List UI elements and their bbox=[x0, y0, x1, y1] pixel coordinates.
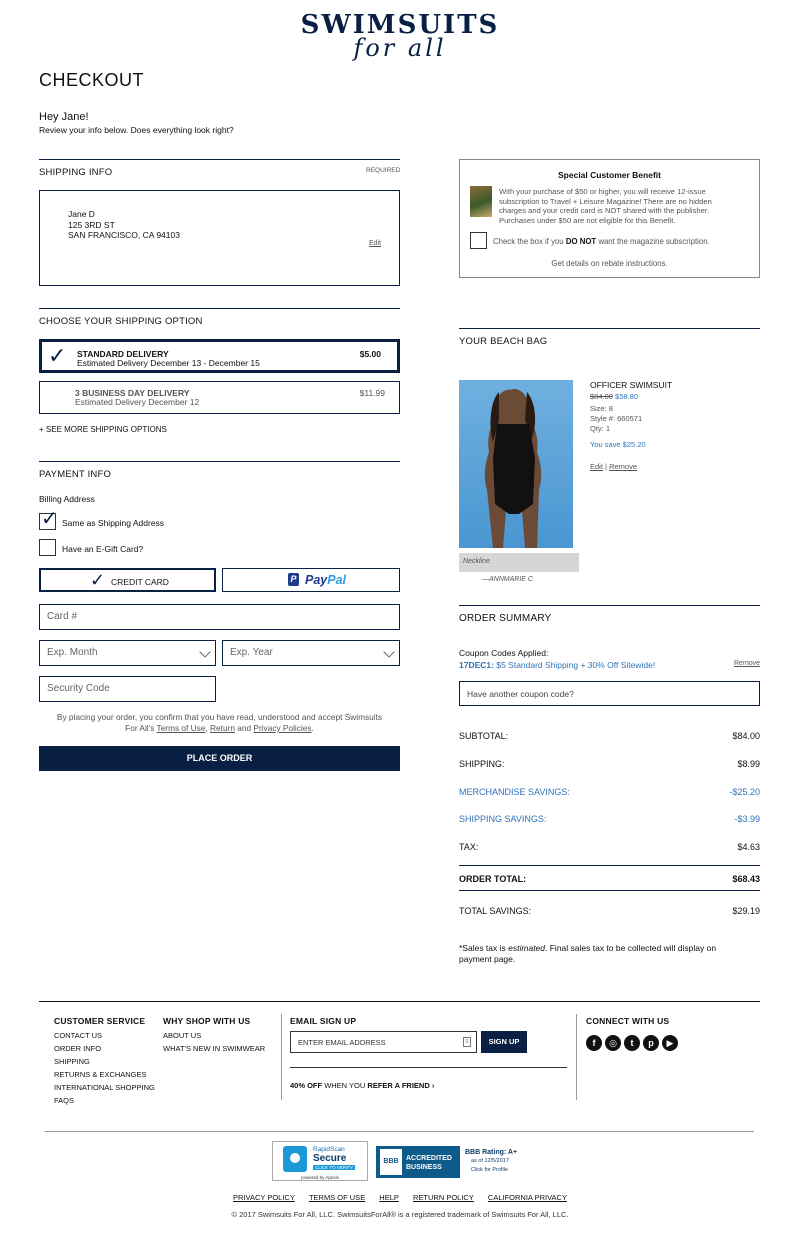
shipping-option-estimate: Estimated Delivery December 12 bbox=[75, 397, 200, 407]
credit-card-tab[interactable] bbox=[39, 568, 216, 592]
shipping-option-price: $5.00 bbox=[359, 349, 381, 359]
special-benefit-box bbox=[459, 159, 760, 278]
shipping-option-estimate: Estimated Delivery December 13 - December 15 bbox=[77, 358, 260, 368]
benefit-text-2: subscription to Travel + Leisure Magazine! There are no hidden bbox=[499, 196, 712, 206]
return-link[interactable]: Return bbox=[210, 723, 235, 733]
sign-up-button[interactable]: SIGN UP bbox=[481, 1031, 527, 1053]
order-info-link[interactable]: ORDER INFO bbox=[54, 1044, 102, 1053]
email-signup-column bbox=[290, 1016, 356, 1026]
total-savings-value: $29.19 bbox=[732, 906, 760, 916]
address-street: 125 3RD ST bbox=[68, 219, 115, 230]
order-total-label: ORDER TOTAL: bbox=[459, 874, 527, 884]
edit-address-link[interactable]: Edit bbox=[369, 240, 382, 247]
email-divider bbox=[290, 1067, 567, 1068]
legal-and: and bbox=[237, 723, 252, 733]
total-savings-label: TOTAL SAVINGS: bbox=[459, 906, 532, 916]
divider bbox=[39, 159, 400, 160]
shipping-savings-row bbox=[459, 814, 760, 824]
rapidscan-powered: powered by Apexis bbox=[301, 1175, 339, 1180]
address-city: SAN FRANCISCO, CA 94103 bbox=[68, 230, 180, 240]
email-signup-title: EMAIL SIGN UP bbox=[290, 1016, 357, 1026]
tax-note-c: . Final sales tax to be collected will display on bbox=[545, 943, 717, 953]
bbb-date: as of 12/5/2017 bbox=[471, 1158, 509, 1164]
legal-text bbox=[39, 712, 400, 734]
benefit-title: Special Customer Benefit bbox=[558, 170, 661, 180]
california-privacy-link[interactable]: CALIFORNIA PRIVACY bbox=[487, 1193, 567, 1202]
greeting: Hey Jane! bbox=[39, 111, 89, 123]
shipping-savings-value: -$3.99 bbox=[734, 814, 760, 824]
credit-card-label: CREDIT CARD bbox=[111, 577, 169, 587]
product-size: Size: 8 bbox=[590, 404, 613, 413]
see-more-shipping-link[interactable]: + SEE MORE SHIPPING OPTIONS bbox=[39, 425, 167, 434]
chevron-down-icon bbox=[199, 646, 210, 657]
terms-of-use-link[interactable]: Terms of Use bbox=[156, 723, 206, 733]
original-price: $84.00 bbox=[590, 392, 613, 401]
coupon-description: $5 Standard Shipping + 30% Off Sitewide! bbox=[496, 660, 656, 670]
shipping-link[interactable]: SHIPPING bbox=[54, 1057, 90, 1066]
paypal-logo-pay: Pay bbox=[305, 573, 328, 587]
help-link[interactable]: HELP bbox=[379, 1193, 399, 1202]
exp-year-placeholder: Exp. Year bbox=[230, 647, 273, 658]
tax-note-d: payment page. bbox=[459, 954, 516, 964]
privacy-policy-link[interactable]: PRIVACY POLICY bbox=[233, 1193, 295, 1202]
payment-info-title: PAYMENT INFO bbox=[39, 469, 112, 480]
international-shopping-link[interactable]: INTERNATIONAL SHOPPING bbox=[54, 1083, 155, 1092]
same-as-shipping-checkbox[interactable] bbox=[39, 508, 58, 530]
customer-service-title: CUSTOMER SERVICE bbox=[54, 1016, 146, 1026]
product-caption-bar bbox=[459, 553, 579, 572]
legal-line-2: For All's bbox=[125, 723, 155, 733]
divider bbox=[459, 890, 760, 891]
email-placeholder: ENTER EMAIL ADDRESS bbox=[298, 1038, 386, 1047]
product-name[interactable]: OFFICER SWIMSUIT bbox=[590, 380, 673, 390]
chevron-right-icon: › bbox=[431, 1081, 435, 1090]
about-us-link[interactable]: ABOUT US bbox=[163, 1031, 202, 1040]
merchandise-savings-row bbox=[459, 787, 760, 797]
tax-value: $4.63 bbox=[737, 842, 760, 852]
rapidscan-verify: CLICK TO VERIFY bbox=[315, 1165, 354, 1170]
bbb-rating-text: BBB Rating: A+ bbox=[465, 1149, 518, 1156]
faqs-link[interactable]: FAQS bbox=[54, 1096, 75, 1105]
bbb-accredited: ACCREDITED bbox=[406, 1155, 452, 1162]
benefit-check-text-c: want the magazine subscription. bbox=[598, 237, 710, 246]
merchandise-savings-value: -$25.20 bbox=[729, 787, 760, 797]
shipping-option-title: CHOOSE YOUR SHIPPING OPTION bbox=[39, 316, 203, 327]
rapidscan-secure: Secure bbox=[313, 1153, 347, 1164]
benefit-text-4: Purchases under $50 are not eligible for this Benefit. bbox=[499, 215, 676, 225]
product-caption: Neckline bbox=[463, 558, 490, 565]
shipping-value: $8.99 bbox=[737, 759, 760, 769]
pinterest-icon[interactable]: p bbox=[643, 1035, 659, 1051]
footer-column-divider bbox=[281, 1014, 282, 1100]
sale-price: $58.80 bbox=[615, 392, 638, 401]
divider bbox=[39, 461, 400, 462]
benefit-check-text-a: Check the box if you bbox=[493, 237, 564, 246]
address-name: Jane D bbox=[68, 209, 95, 219]
edit-item-link[interactable]: Edit bbox=[590, 462, 603, 471]
return-policy-link[interactable]: RETURN POLICY bbox=[412, 1193, 474, 1202]
tax-note-a: *Sales tax is bbox=[459, 943, 506, 953]
autofill-icon: ≡ bbox=[463, 1037, 471, 1047]
product-image[interactable] bbox=[459, 380, 573, 548]
benefit-text-1: With your purchase of $50 or higher, you will receive 12-issue bbox=[499, 187, 706, 196]
subtotal-row bbox=[459, 731, 760, 741]
bbb-business: BUSINESS bbox=[406, 1164, 442, 1171]
order-summary-title: ORDER SUMMARY bbox=[459, 613, 552, 624]
footer-column-divider bbox=[576, 1014, 577, 1100]
terms-of-use-footer-link[interactable]: TERMS OF USE bbox=[308, 1193, 366, 1202]
place-order-button[interactable]: PLACE ORDER bbox=[39, 746, 400, 771]
bbb-click: Click for Profile bbox=[471, 1167, 508, 1173]
page-title: CHECKOUT bbox=[39, 70, 145, 90]
benefit-check-text-b: DO NOT bbox=[565, 237, 597, 246]
total-savings-row bbox=[459, 906, 760, 916]
product-style: Style #: 660571 bbox=[590, 414, 643, 423]
decline-magazine-checkbox[interactable] bbox=[470, 232, 487, 249]
remove-coupon-link[interactable]: Remove bbox=[734, 660, 761, 667]
footer-divider-2 bbox=[45, 1131, 754, 1132]
shipping-option-name: STANDARD DELIVERY bbox=[77, 349, 169, 359]
egift-label: Have an E-Gift Card? bbox=[62, 544, 144, 554]
paypal-logo-pal: Pal bbox=[327, 573, 347, 587]
brand-logo-script: for all bbox=[353, 34, 447, 62]
greeting-subtext: Review your info below. Does everything look right? bbox=[39, 125, 234, 135]
shipping-option-3day[interactable] bbox=[39, 381, 400, 414]
divider bbox=[39, 308, 400, 309]
beach-bag-title: YOUR BEACH BAG bbox=[459, 336, 548, 347]
legal-line-1: By placing your order, you confirm that you have read, understood and accept Swimsuits bbox=[56, 712, 383, 722]
facebook-icon[interactable]: f bbox=[586, 1035, 602, 1051]
divider bbox=[459, 605, 760, 606]
card-number-input[interactable]: Card # bbox=[39, 604, 400, 630]
legal-comma: , bbox=[205, 723, 208, 733]
why-shop-title: WHY SHOP WITH US bbox=[163, 1016, 251, 1026]
tax-note bbox=[459, 943, 760, 965]
shield-icon bbox=[283, 1146, 307, 1172]
coupon-applied-label: Coupon Codes Applied: bbox=[459, 648, 549, 658]
order-total-row bbox=[459, 874, 760, 884]
subtotal-label: SUBTOTAL: bbox=[459, 731, 509, 741]
customer-service-column bbox=[54, 1016, 155, 1105]
whats-new-link[interactable]: WHAT'S NEW IN SWIMWEAR bbox=[163, 1044, 266, 1053]
shipping-address-card bbox=[39, 190, 400, 286]
refer-off: 40% OFF bbox=[290, 1081, 323, 1090]
brand-logo[interactable]: SWIMSUITS bbox=[300, 10, 500, 40]
exp-month-placeholder: Exp. Month bbox=[47, 647, 98, 658]
privacy-policies-link[interactable]: Privacy Policies bbox=[253, 723, 312, 733]
refer-a-friend-link[interactable] bbox=[290, 1081, 434, 1090]
exp-year-select[interactable] bbox=[222, 640, 400, 666]
divider bbox=[459, 865, 760, 866]
product-qty: Qty: 1 bbox=[590, 424, 611, 433]
rapidscan-badge[interactable] bbox=[272, 1141, 368, 1181]
selected-check-icon: ✓ bbox=[90, 570, 106, 590]
shipping-option-price: $11.99 bbox=[359, 388, 385, 398]
rebate-details-link[interactable]: Get details on rebate instructions. bbox=[551, 259, 668, 268]
twitter-icon[interactable]: t bbox=[624, 1035, 640, 1051]
merchandise-savings-label: MERCHANDISE SAVINGS: bbox=[459, 787, 570, 797]
contact-us-link[interactable]: CONTACT US bbox=[54, 1031, 103, 1040]
legal-period: . bbox=[311, 723, 314, 733]
remove-item-link[interactable]: Remove bbox=[609, 462, 637, 471]
tax-label: TAX: bbox=[459, 842, 479, 852]
coupon-code-input[interactable]: Have another coupon code? bbox=[459, 681, 760, 706]
benefit-text-3: charges and your credit card is NOT shared with the publisher. bbox=[499, 206, 710, 215]
review-author: —ANNMARIE C bbox=[482, 576, 533, 583]
bbb-badge[interactable] bbox=[376, 1146, 460, 1178]
youtube-icon[interactable]: ▶ bbox=[662, 1035, 678, 1051]
email-input[interactable] bbox=[290, 1031, 477, 1053]
bbb-rating[interactable] bbox=[465, 1148, 517, 1175]
model-figure bbox=[459, 380, 573, 548]
connect-title: CONNECT WITH US bbox=[586, 1016, 670, 1026]
refer-when: WHEN YOU bbox=[324, 1081, 366, 1090]
coupon-code: 17DEC1: bbox=[459, 660, 494, 670]
connect-column bbox=[586, 1016, 681, 1051]
instagram-icon[interactable]: ◎ bbox=[605, 1035, 621, 1051]
copyright: © 2017 Swimsuits For All, LLC. SwimsuitsForAll® is a registered trademark of Swimsuits For All, LLC. bbox=[231, 1210, 569, 1219]
shipping-option-name: 3 BUSINESS DAY DELIVERY bbox=[75, 388, 190, 398]
shipping-info-title: SHIPPING INFO bbox=[39, 167, 113, 178]
footer-bottom-links bbox=[0, 1193, 800, 1202]
bbb-logo-icon: BBB bbox=[380, 1149, 402, 1175]
check-icon: ✓ bbox=[41, 508, 58, 530]
returns-link[interactable]: RETURNS & EXCHANGES bbox=[54, 1070, 147, 1079]
shipping-label: SHIPPING: bbox=[459, 759, 505, 769]
chevron-down-icon bbox=[383, 646, 394, 657]
egift-checkbox[interactable] bbox=[39, 539, 56, 556]
rapidscan-label: RapidScan bbox=[313, 1146, 345, 1153]
magazine-cover-image bbox=[470, 186, 492, 217]
order-total-value: $68.43 bbox=[732, 874, 760, 884]
paypal-tab[interactable] bbox=[222, 568, 400, 592]
shipping-option-standard[interactable] bbox=[39, 339, 400, 373]
footer-divider bbox=[39, 1001, 760, 1002]
divider bbox=[459, 328, 760, 329]
exp-month-select[interactable] bbox=[39, 640, 216, 666]
tax-row bbox=[459, 842, 760, 852]
same-as-shipping-label: Same as Shipping Address bbox=[62, 518, 165, 528]
you-save-text: You save $25.20 bbox=[590, 440, 646, 449]
why-shop-column bbox=[163, 1016, 265, 1053]
shipping-savings-label: SHIPPING SAVINGS: bbox=[459, 814, 547, 824]
shipping-row bbox=[459, 759, 760, 769]
paypal-icon: P bbox=[288, 573, 299, 586]
selected-check-icon: ✓ bbox=[48, 343, 67, 368]
tax-note-b: estimated bbox=[508, 943, 546, 953]
refer-friend: REFER A FRIEND bbox=[367, 1081, 430, 1090]
required-label: REQUIRED bbox=[366, 167, 401, 174]
subtotal-value: $84.00 bbox=[732, 731, 760, 741]
billing-address-label: Billing Address bbox=[39, 494, 95, 504]
security-code-input[interactable]: Security Code bbox=[39, 676, 216, 702]
